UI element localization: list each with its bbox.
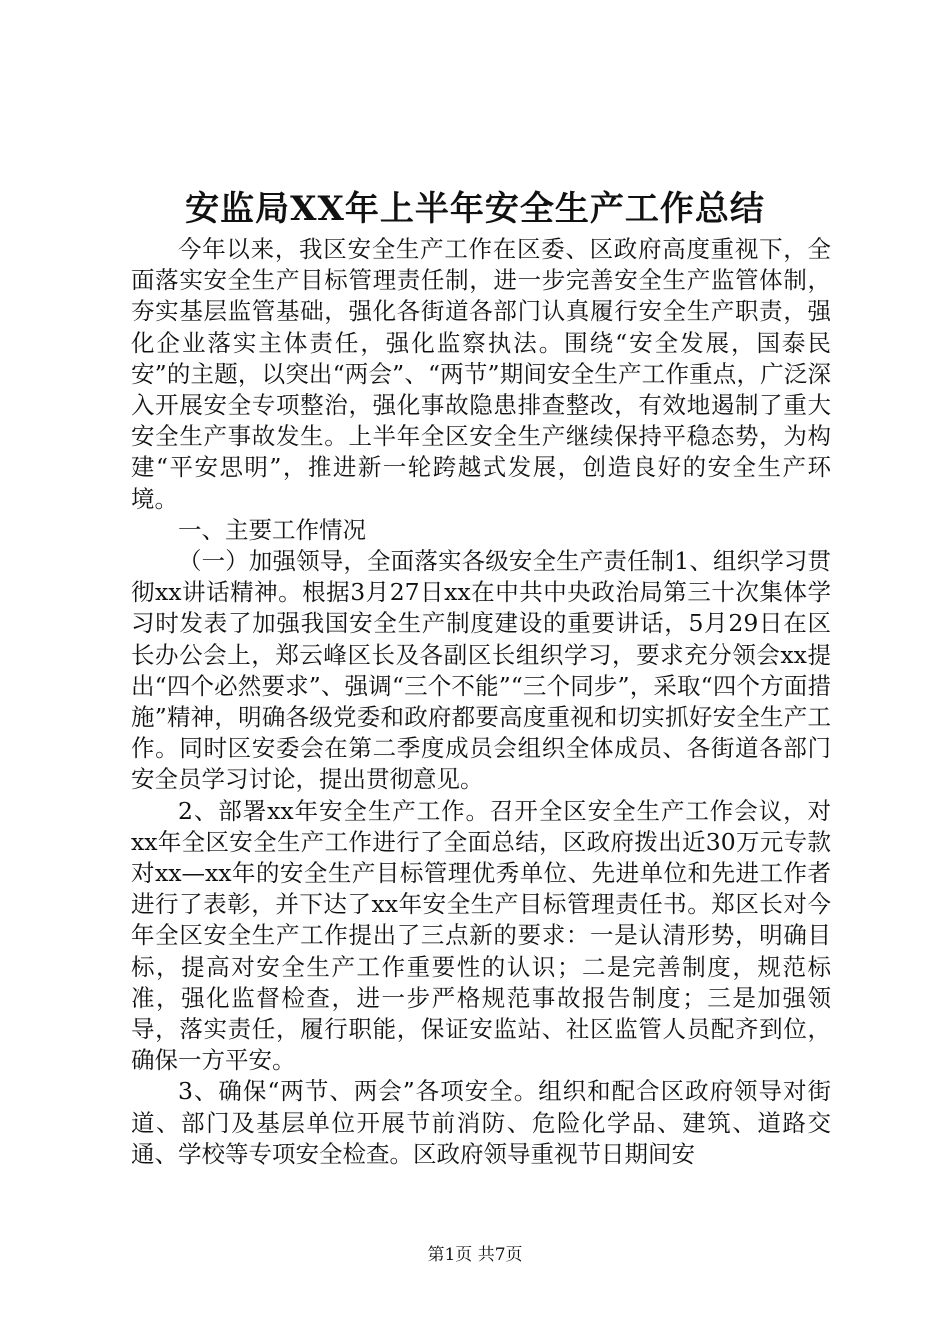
document-body [131, 234, 831, 1170]
paragraph-deployment: 2、部署xx年安全生产工作。召开全区安全生产工作会议，对xx年全区安全生产工作进行了全面总结，区政府拨出近30万元专款对xx—xx年的安全生产目标管理优秀单位、先进单位和先进工作者进行了表彰，并下达了xx年安全生产目标管理责任书。郑区长对今年全区安全生产工作提出了三点新的要求：一是认清形势，明确目标，提高对安全生产工作重要性的认识；二是完善制度，规范标准，强化监督检查，进一步严格规范事故报告制度；三是加强领导，落实责任，履行职能，保证安监站、社区监管人员配齐到位，确保一方平安。 [131, 796, 831, 1075]
document-title: 安监局XX年上半年安全生产工作总结 [185, 189, 765, 229]
paragraph-leadership: （一）加强领导，全面落实各级安全生产责任制1、组织学习贯彻xx讲话精神。根据3月27日xx在中共中央政治局第三十次集体学习时发表了加强我国安全生产制度建设的重要讲话，5月29日在区长办公会上，郑云峰区长及各副区长组织学习，要求充分领会xx提出“四个必然要求”、强调“三个不能”“三个同步”，采取“四个方面措施”精神，明确各级党委和政府都要高度重视和切实抓好安全生产工作。同时区安委会在第二季度成员会组织全体成员、各街道各部门安全员学习讨论，提出贯彻意见。 [131, 547, 831, 794]
section-heading-main-work: 一、主要工作情况 [178, 515, 366, 544]
paragraph-holiday-safety: 3、确保“两节、两会”各项安全。组织和配合区政府领导对街道、部门及基层单位开展节前消防、危险化学品、建筑、道路交通、学校等专项安全检查。区政府领导重视节日期间安 [131, 1077, 831, 1168]
paragraph-intro: 今年以来，我区安全生产工作在区委、区政府高度重视下，全面落实安全生产目标管理责任制，进一步完善安全生产监管体制，夯实基层监管基础，强化各街道各部门认真履行安全生产职责，强化企业落实主体责任，强化监察执法。围绕“安全发展，国泰民安”的主题，以突出“两会”、“两节”期间安全生产工作重点，广泛深入开展安全专项整治，强化事故隐患排查整改，有效地遏制了重大安全生产事故发生。上半年全区安全生产继续保持平稳态势，为构建“平安思明”，推进新一轮跨越式发展，创造良好的安全生产环境。 [131, 235, 831, 513]
page-footer: 第1页 共7页 [427, 1245, 523, 1265]
